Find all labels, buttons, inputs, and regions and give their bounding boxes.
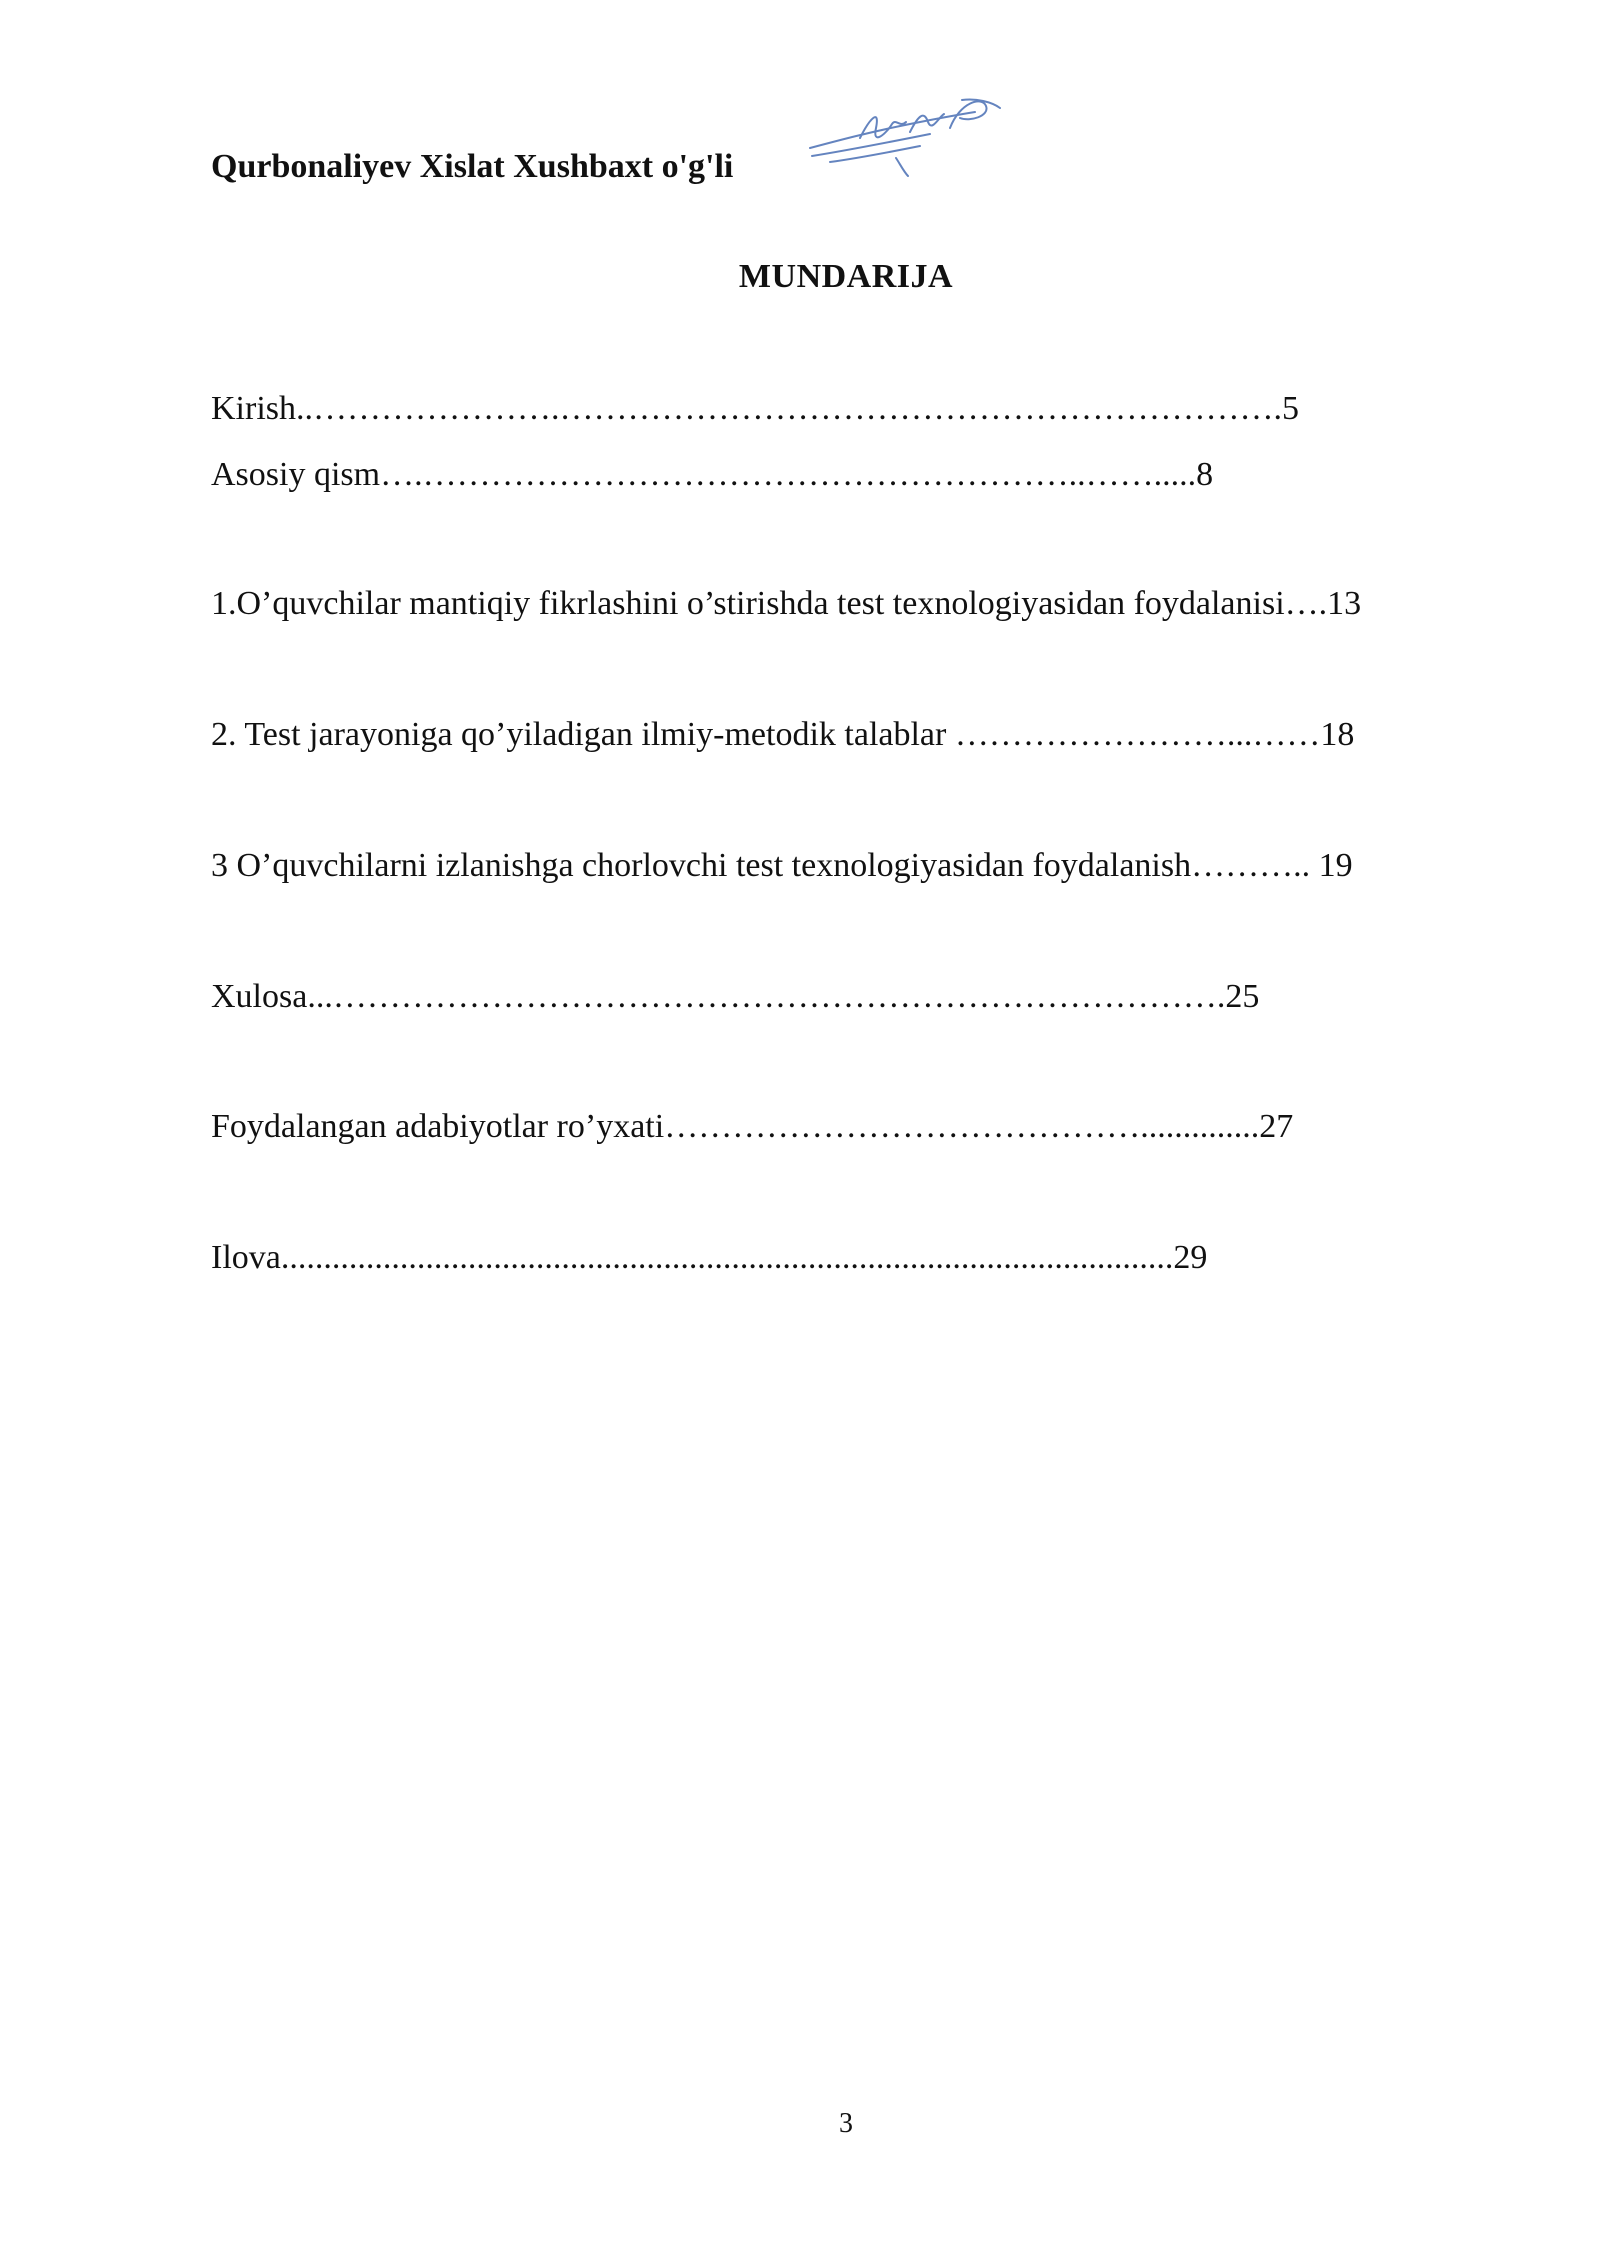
signature-icon (800, 88, 1010, 178)
toc-entry-section-3: 3 O’quvchilarni izlanishga chorlovchi test texnologiyasidan foydalanish……….. 19 (211, 847, 1353, 884)
page-title: MUNDARIJA (738, 258, 954, 295)
toc-entry-section-1: 1.O’quvchilar mantiqiy fikrlashini o’stirishda test texnologiyasidan foydalanisi….13 (211, 585, 1362, 622)
author-name: Qurbonaliyev Xislat Xushbaxt o'g'li (211, 148, 734, 185)
toc-entry-xulosa: Xulosa...…………………………………………………………………….25 (211, 978, 1260, 1015)
toc-entry-adabiyotlar: Foydalangan adabiyotlar ro’yxati……………………………………..............27 (211, 1108, 1294, 1145)
toc-entry-kirish: Kirish..………………….……………………………………………………….5 (211, 390, 1299, 427)
toc-entry-section-2: 2. Test jarayoniga qo’yiladigan ilmiy-metodik talablar ……………………...……18 (211, 716, 1355, 753)
page-number: 3 (839, 2108, 853, 2139)
toc-entry-asosiy-qism: Asosiy qism….…………………………………………………..…….....8 (211, 456, 1214, 493)
toc-entry-ilova: Ilova.........................................................................................................29 (211, 1239, 1208, 1276)
